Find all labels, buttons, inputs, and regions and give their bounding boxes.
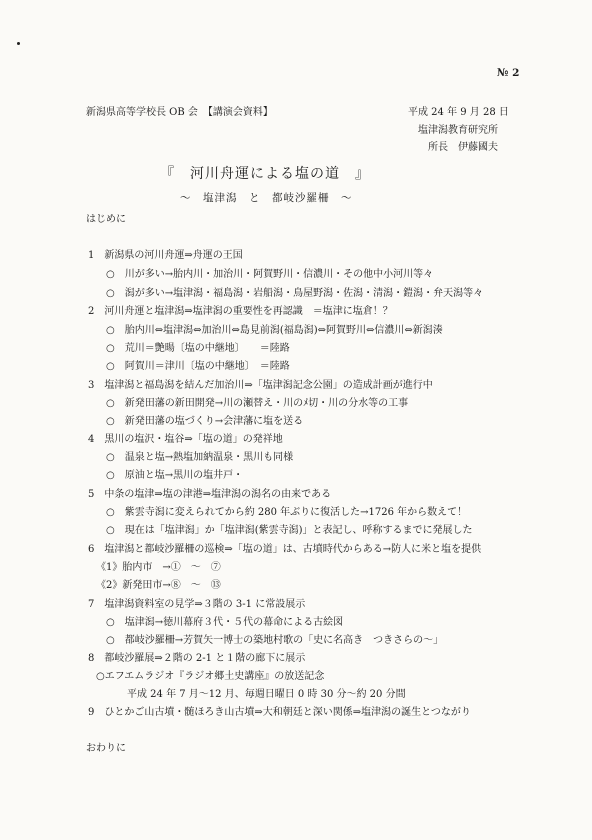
list-item: ○ 阿賀川＝津川〔塩の中継地〕 ＝陸路 <box>106 361 290 372</box>
list-item: ○ 原油と塩→黒川の塩井戸・ <box>106 470 244 481</box>
section-8: 8 都岐沙羅展⇒２階の 2-1 と１階の廊下に展示 <box>88 653 306 664</box>
section-4: 4 黒川の塩沢・塩谷⇒「塩の道」の発祥地 <box>88 434 283 445</box>
list-item: ○ 紫雲寺潟に変えられてから約 280 年ぶりに復活した→1726 年から数えて！ <box>106 507 468 518</box>
document-title: 『 河川舟運による塩の道 』 <box>160 166 370 182</box>
list-item: ○ 新発田藩の塩づくり→会津藩に塩を送る <box>106 416 304 427</box>
list-item: ○エフエムラジオ『ラジオ郷土史講座』の放送記念 <box>96 671 325 682</box>
list-item: ○ 現在は「塩津潟」か「塩津潟(紫雲寺潟)」と表記し、呼称するまでに発展した <box>106 525 473 536</box>
section-6: 6 塩津潟と都岐沙羅柵の巡検⇒「塩の道」は、古墳時代からある→防人に米と塩を提供 <box>88 544 482 555</box>
document-subtitle: ～ 塩津潟 と 都岐沙羅柵 ～ <box>180 192 353 204</box>
list-item: 平成 24 年 7 月～12 月、毎週日曜日 0 時 30 分～約 20 分間 <box>127 689 406 700</box>
header-organization: 新潟県高等学校長 OB 会 【講演会資料】 <box>86 107 273 118</box>
header-institute: 塩津潟教育研究所 <box>418 125 498 136</box>
section-7: 7 塩津潟資料室の見学⇒３階の 3-1 に常設展示 <box>88 599 306 610</box>
page-number: № 2 <box>497 67 520 79</box>
list-item: ○ 川が多い→胎内川・加治川・阿賀野川・信濃川・その他中小河川等々 <box>106 269 434 280</box>
list-item: ○ 都岐沙羅柵→芳賀矢一博士の築地村歌の「史に名高き つきさらの～」 <box>106 635 444 646</box>
list-item: ○ 荒川＝艶暘〔塩の中継地〕 ＝陸路 <box>106 343 290 354</box>
section-2: 2 河川舟運と塩津潟⇒塩津潟の重要性を再認識 ＝塩津に塩倉！？ <box>88 306 393 317</box>
list-item: ○ 塩津潟→徳川幕府３代・５代の幕命による古絵図 <box>106 617 344 628</box>
section-9: 9 ひとかご山古墳・髄ほろき山古墳⇒大和朝廷と深い関係⇒塩津潟の誕生とつながり <box>88 707 471 718</box>
section-1: 1 新潟県の河川舟運⇒舟運の王国 <box>88 250 243 261</box>
header-author: 所長 伊藤國夫 <box>428 142 498 153</box>
scan-speck <box>17 42 20 45</box>
list-item: 《2》新発田市→⑧ ～ ⑬ <box>96 580 221 591</box>
list-item: ○ 新発田藩の新田開発→川の瀬替え・川のﾒ切・川の分水等の工事 <box>106 398 409 409</box>
list-item: 《1》胎内市 →① ～ ⑦ <box>96 562 221 573</box>
list-item: ○ 温泉と塩→熱塩加納温泉・黒川も同様 <box>106 452 294 463</box>
outro-heading: おわりに <box>86 743 126 754</box>
header-date: 平成 24 年 9 月 28 日 <box>408 107 509 118</box>
intro-heading: はじめに <box>86 214 126 225</box>
section-5: 5 中条の塩津⇒塩の津港⇒塩津潟の潟名の由来である <box>88 489 332 500</box>
list-item: ○ 胎内川⇔塩津潟⇔加治川⇔島見前潟(福島潟)⇔阿賀野川⇔信濃川⇔新潟湊 <box>106 325 443 336</box>
section-3: 3 塩津潟と福島潟を結んだ加治川⇒「塩津潟記念公園」の造成計画が進行中 <box>88 380 433 391</box>
list-item: ○ 潟が多い→塩津潟・福島潟・岩船潟・鳥屋野潟・佐潟・清潟・鎧潟・弁天潟等々 <box>106 288 484 299</box>
